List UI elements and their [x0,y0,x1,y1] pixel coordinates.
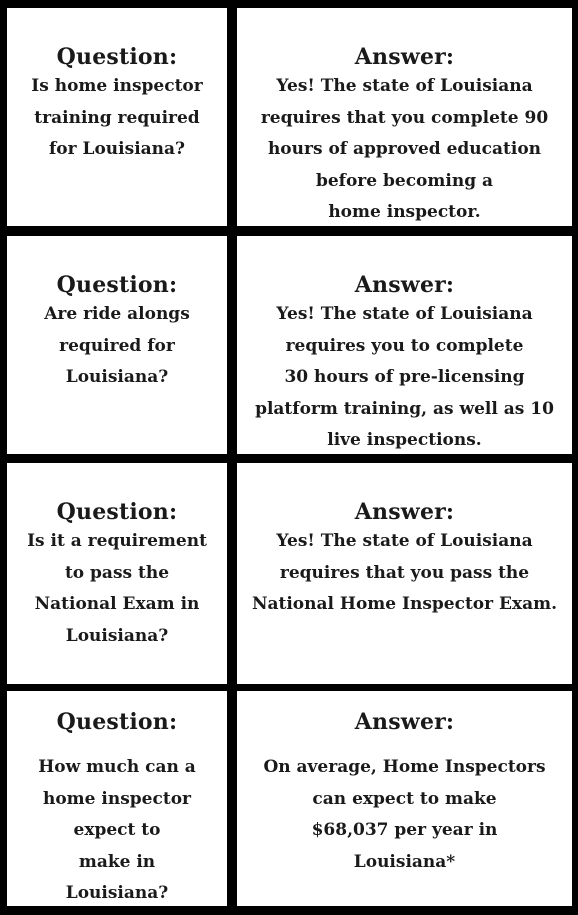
answer-line: $68,037 per year in [311,820,498,840]
question-text [7,752,227,906]
answer-line: On average, Home Inspectors [263,757,546,777]
question-line: Louisiana? [65,625,169,646]
answer-line: hours of approved education [267,139,542,159]
question-heading: Question: [56,499,178,525]
answer-card-2 [237,236,572,454]
answer-card-4 [237,691,572,906]
answer-line: requires you to complete [285,335,524,356]
question-line: How much can a [38,757,196,777]
answer-line: platform training, as well as 10 [255,398,554,419]
answer-line: National Home Inspector Exam. [251,594,558,614]
answer-line: requires that you pass the [279,562,530,583]
question-line: Is home inspector [31,76,203,96]
answer-line: before becoming a [315,170,494,191]
answer-text [237,299,572,454]
question-line: to pass the [64,562,170,583]
question-line: make in [78,851,156,872]
answer-line: can expect to make [312,788,497,809]
answer-line: Yes! The state of Louisiana [276,76,533,96]
answer-text [237,71,572,226]
answer-line: requires that you complete 90 [260,107,549,128]
question-heading: Question: [56,709,178,735]
answer-line: live inspections. [327,430,482,450]
question-card-3 [7,463,227,684]
answer-line: home inspector. [328,202,481,222]
answer-heading: Answer: [354,709,455,735]
question-text [7,299,227,394]
answer-text [237,526,572,621]
question-heading: Question: [56,44,178,70]
question-line: Louisiana? [65,367,169,387]
question-line: Are ride alongs [44,304,190,324]
answer-heading: Answer: [354,44,455,70]
answer-heading: Answer: [354,499,455,525]
question-line: home inspector [42,788,191,809]
question-line: training required [34,107,200,128]
question-line: required for [59,335,175,356]
question-line: Is it a requirement [27,531,207,551]
answer-line: Louisiana* [353,851,456,872]
question-card-4 [7,691,227,906]
answer-text [237,752,572,878]
question-text [7,71,227,166]
question-line: National Exam in [34,594,200,614]
question-heading: Question: [56,272,178,298]
question-line: for Louisiana? [48,139,186,159]
question-line: expect to [73,820,161,840]
answer-line: Yes! The state of Louisiana [276,304,533,324]
answer-heading: Answer: [354,272,455,298]
question-card-2 [7,236,227,454]
answer-card-3 [237,463,572,684]
answer-card-1 [237,8,572,226]
question-line: Louisiana? [65,883,169,903]
question-card-1 [7,8,227,226]
answer-line: Yes! The state of Louisiana [276,531,533,551]
question-text [7,526,227,652]
answer-line: 30 hours of pre-licensing [284,367,525,387]
